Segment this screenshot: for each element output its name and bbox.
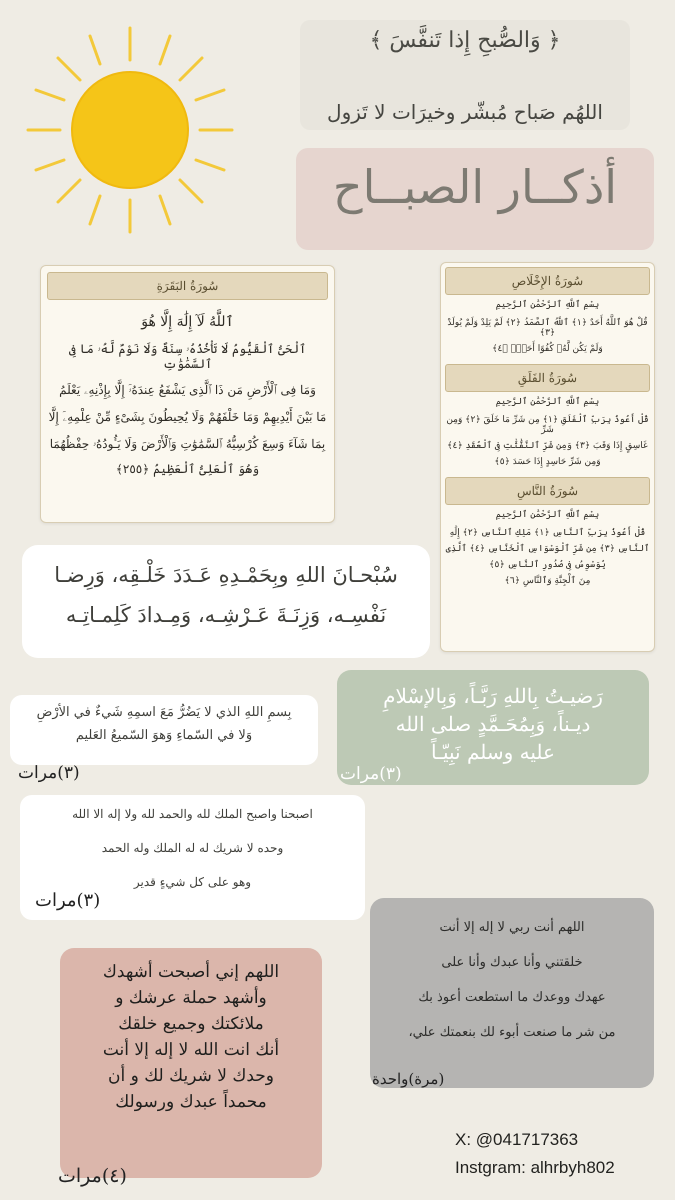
surah-header: سُورَةُ النَّاسِ <box>445 477 650 505</box>
surah-header: سُورَةُ البَقَرَةِ <box>47 272 328 300</box>
surah-header: سُورَةُ الإِخْلَاصِ <box>445 267 650 295</box>
sayyid-line: اللهم أنت ربي لا إله إلا أنت <box>439 920 585 935</box>
ashhaduk-card <box>60 948 322 1178</box>
bismillah-line: بِسمِ اللهِ الذي لا يَضُرُّ مَعَ اسمِهِ شَيءٌ في الأرْضِ <box>36 705 292 720</box>
quran-line: مِنَ ٱلْجِنَّةِ وَٱلنَّاسِ ﴿٦﴾ <box>504 576 591 586</box>
quran-line: بِمَا شَآءَ وَسِعَ كُرْسِيُّهُ ٱلسَّمَٰوَٰتِ وَٱلْأَرْضَ وَلَا يَـُٔودُهُۥ حِفْظُهُمَا <box>49 437 326 451</box>
quran-line: ٱلْحَىُّ ٱلْقَيُّومُ لَا تَأْخُذُهُۥ سِنَةٌ وَلَا نَوْمٌ لَّهُۥ مَا فِى ٱلسَّمَٰوَٰتِ <box>68 342 307 371</box>
quran-line: يُوَسْوِسُ فِى صُدُورِ ٱلنَّاسِ ﴿٥﴾ <box>489 560 606 570</box>
quran-line: قُلْ أَعُوذُ بِرَبِّ ٱلْفَلَقِ ﴿١﴾ مِن شَرِّ مَا خَلَقَ ﴿٢﴾ وَمِن شَرِّ <box>446 415 649 435</box>
dua-text: اللهُم صَباح مُبشّر وخيرَات لا تَزول <box>327 100 603 124</box>
quran-line: قُلْ أَعُوذُ بِرَبِّ ٱلنَّاسِ ﴿١﴾ مَلِكِ ٱلنَّاسِ ﴿٢﴾ إِلَٰهِ <box>449 528 646 538</box>
quran-line: ٱللَّهُ لَآ إِلَٰهَ إِلَّا هُوَ <box>141 314 234 330</box>
sayyid-istighfar-card <box>370 898 654 1088</box>
quran-line: وَلَمْ يَكُن لَّهُۥ كُفُوًا أَحَدٌۢ ﴿٤﴾ <box>492 344 603 354</box>
asbahna-line: اصبحنا واصبح الملك لله والحمد لله ولا إله الا الله <box>72 807 313 821</box>
sun-icon <box>20 20 240 240</box>
page-title: أذكــار الصبــاح <box>332 160 618 214</box>
ashhaduk-line: وحدك لا شريك لك و أن <box>108 1066 274 1086</box>
basmala: بِسْمِ ٱللَّهِ ٱلرَّحْمَٰنِ ٱلرَّحِيمِ <box>495 510 600 520</box>
bismillah-card <box>10 695 318 765</box>
sayyid-line: من شر ما صنعت أبوء لك بنعمتك علي، <box>408 1025 616 1040</box>
quran-line: وَمِن شَرِّ حَاسِدٍ إِذَا حَسَدَ ﴿٥﴾ <box>494 457 601 467</box>
quran-line: غَاسِقٍ إِذَا وَقَبَ ﴿٣﴾ وَمِن شَرِّ ٱلنَّفَّٰثَٰتِ فِى ٱلْعُقَدِ ﴿٤﴾ <box>447 441 648 451</box>
radeetu-line: عليه وسلم نَبِيّـاً <box>431 740 555 764</box>
quran-line: وَمَا فِى ٱلْأَرْضِ مَن ذَا ٱلَّذِى يَشْفَعُ عِندَهُۥٓ إِلَّا بِإِذْنِهِۦ يَعْلَمُ <box>59 383 316 397</box>
ashhaduk-line: أنك انت الله لا إله إلا أنت <box>102 1040 280 1060</box>
quran-line: قُلْ هُوَ ٱللَّهُ أَحَدٌ ﴿١﴾ ٱللَّهُ ٱلصَّمَدُ ﴿٢﴾ لَمْ يَلِدْ وَلَمْ يُولَدْ ﴿٣﴾ <box>447 318 648 338</box>
ashhaduk-line: ملائكتك وجميع خلقك <box>118 1014 264 1034</box>
count-label: (٣)مرات <box>18 763 80 783</box>
bismillah-line: وَلا في السّماءِ وَهوَ السّميعُ العَليم <box>75 728 253 743</box>
quran-line: ٱلنَّاسِ ﴿٣﴾ مِن شَرِّ ٱلْوَسْوَاسِ ٱلْخَنَّاسِ ﴿٤﴾ ٱلَّذِى <box>445 544 650 554</box>
surah-header: سُورَةُ الفَلَقِ <box>445 364 650 392</box>
count-label: (٣)مرات <box>340 764 402 784</box>
ashhaduk-line: اللهم إني أصبحت أشهدك <box>102 962 280 982</box>
muawwidhat-card <box>440 262 655 652</box>
asbahna-line: وحده لا شريك له له الملك وله الحمد <box>101 841 284 855</box>
sayyid-line: خلقتني وأنا عبدك وأنا على <box>441 955 583 970</box>
ashhaduk-line: محمداً عبدك ورسولك <box>115 1092 267 1112</box>
basmala: بِسْمِ ٱللَّهِ ٱلرَّحْمَٰنِ ٱلرَّحِيمِ <box>495 300 600 310</box>
sayyid-line: عهدك ووعدك ما استطعت أعوذ بك <box>418 990 606 1005</box>
count-label: (٤)مرات <box>58 1165 127 1187</box>
subhan-card <box>22 545 430 658</box>
radeetu-line: ديـناً، وَبِمُحَـمَّدٍ صلى الله <box>395 712 591 736</box>
ayat-alkursi-card <box>40 265 335 523</box>
count-label: (مرة)واحدة <box>372 1070 445 1088</box>
quran-line: وَهُوَ ٱلْعَلِىُّ ٱلْعَظِيمُ ﴿٢٥٥﴾ <box>115 462 260 476</box>
basmala: بِسْمِ ٱللَّهِ ٱلرَّحْمَٰنِ ٱلرَّحِيمِ <box>495 397 600 407</box>
subhan-line: نَفْسِـه، وَزِنَـةَ عَـرْشِـه، وَمِـدادَ كَلِمـاتِـه <box>65 603 387 627</box>
verse-text: ﴿ وَالصُّبحِ إِذا تَنفَّسَ ﴾ <box>369 28 561 53</box>
subhan-line: سُبْحـانَ اللهِ وبِحَمْـدِهِ عَـدَدَ خَلْـقِه، وَرِضـا <box>54 563 398 587</box>
quran-line: مَا بَيْنَ أَيْدِيهِمْ وَمَا خَلْفَهُمْ وَلَا يُحِيطُونَ بِشَىْءٍ مِّنْ عِلْمِهِۦٓ إِلَّا <box>48 410 327 424</box>
ashhaduk-line: وأشهد حملة عرشك و <box>115 988 267 1008</box>
count-label: (٣)مرات <box>35 890 101 911</box>
x-handle[interactable]: X: @041717363 <box>455 1130 579 1149</box>
asbahna-line: وهو على كل شيءٍ قدير <box>133 875 252 889</box>
radeetu-line: رَضيـتُ بِاللهِ رَبَّـاً، وَبِالإسْلامِ <box>383 684 603 708</box>
instagram-handle[interactable]: Instgram: alhrbyh802 <box>455 1158 615 1177</box>
